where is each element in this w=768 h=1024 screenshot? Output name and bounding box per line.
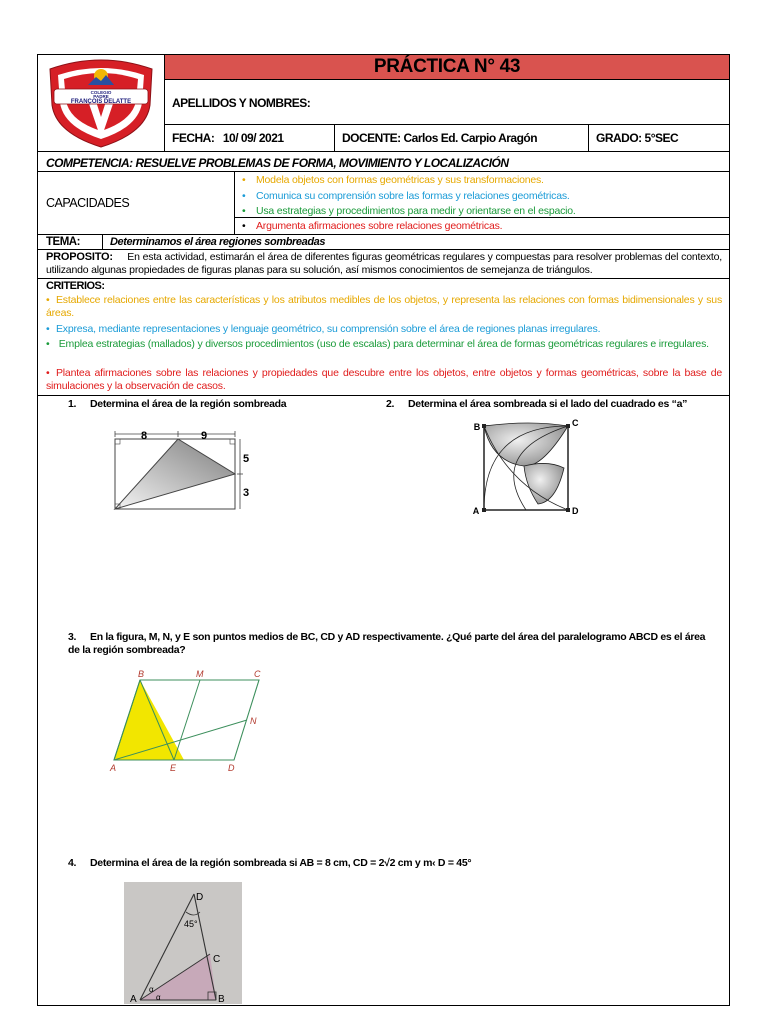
date-field <box>172 131 284 145</box>
divider <box>38 249 729 250</box>
capacidades-label: CAPACIDADES <box>46 196 130 210</box>
divider <box>588 124 589 151</box>
fig4-label-B: B <box>218 994 225 1004</box>
fig4-label-alpha1: α <box>149 985 154 994</box>
tema-label: TEMA: <box>46 236 80 248</box>
capacidad-item: • Usa estrategias y procedimientos para medir y orientarse en el espacio. <box>242 205 576 217</box>
page-title-text: PRÁCTICA N° 43 <box>373 56 521 77</box>
fig3-label-N: N <box>250 716 257 726</box>
fig2-label-A: A <box>472 506 480 516</box>
fig1-label-3: 3 <box>242 487 250 499</box>
fig4-label-C: C <box>213 954 221 965</box>
divider <box>38 278 729 279</box>
criterio-item: • Expresa, mediante representaciones y lenguaje geométrico, su comprensión sobre el área de regiones planas irregulares. <box>46 323 601 335</box>
figure-2 <box>468 416 580 521</box>
divider <box>164 55 165 152</box>
figure-4 <box>124 882 242 1009</box>
divider <box>234 217 729 218</box>
names-label: APELLIDOS Y NOMBRES: <box>172 96 311 110</box>
teacher-field <box>342 131 537 145</box>
fig3-label-M: M <box>196 669 204 679</box>
fig2-label-B: B <box>473 422 481 432</box>
logo-line2: PADRE <box>93 94 109 99</box>
fig4-label-45: 45° <box>184 919 198 929</box>
question-3: 3. En la figura, M, N, y E son puntos medios de BC, CD y AD respectivamente. ¿Qué parte del área del paralelogramo ABCD es el área de la región sombreada? <box>68 631 706 656</box>
fig4-label-alpha2: α <box>156 993 161 1002</box>
fig2-label-C: C <box>572 418 579 428</box>
fig3-label-B: B <box>138 669 145 679</box>
divider <box>164 124 729 125</box>
fig1-label-9: 9 <box>200 430 208 442</box>
question-4: 4. Determina el área de la región sombreada si AB = 8 cm, CD = 2√2 cm y m‹ D = 45° <box>68 857 472 869</box>
divider <box>102 234 103 249</box>
grade-value: 5°SEC <box>644 131 679 145</box>
date-value: 10/ 09/ 2021 <box>222 131 284 145</box>
fig4-label-D: D <box>196 892 204 903</box>
fig3-label-C: C <box>254 669 261 679</box>
question-1: 1. Determina el área de la región sombreada <box>68 398 287 410</box>
figure-3 <box>104 668 268 783</box>
date-label: FECHA: <box>172 131 215 145</box>
question-2: 2. Determina el área sombreada si el lado del cuadrado es “a” <box>386 398 688 410</box>
criterios-label: CRITERIOS: <box>46 280 105 292</box>
proposito-text: En esta actividad, estimarán el área de diferentes figuras geométricas regulares y compuestas para resolver problemas del contexto, utilizando algunas propiedades de figuras planas para su solución, así mismos conocimientos de semejanza de triángulos. <box>46 251 722 276</box>
criterio-item: • Establece relaciones entre las características y los atributos medibles de los objetos, y representa las relaciones con formas bidimensionales y sus áreas. <box>46 294 722 319</box>
fig2-label-D: D <box>572 506 579 516</box>
fig1-label-8: 8 <box>140 430 148 442</box>
grade-field <box>596 131 678 145</box>
divider <box>38 234 729 235</box>
divider <box>234 171 235 234</box>
capacidad-item: • Modela objetos con formas geométricas y sus transformaciones. <box>242 174 544 186</box>
fig3-label-D: D <box>228 763 235 773</box>
logo-line1: COLEGIO <box>90 90 112 95</box>
fig1-label-5: 5 <box>242 453 250 465</box>
page-title <box>165 55 729 80</box>
teacher-value: Carlos Ed. Carpio Aragón <box>403 131 538 145</box>
logo-line3: FRANÇOIS DELATTE <box>70 99 132 105</box>
fig4-label-A: A <box>130 994 137 1004</box>
figure-1 <box>110 426 250 519</box>
proposito <box>46 251 722 277</box>
school-logo <box>38 55 164 151</box>
criterio-item: • Plantea afirmaciones sobre las relaciones y propiedades que descubre entre los objetos, entre objetos y formas geométricas, sobre la base de simulaciones y la observación de casos. <box>46 367 722 392</box>
tema-value: Determinamos el área regiones sombreadas <box>110 236 326 248</box>
proposito-label: PROPOSITO: <box>46 251 113 263</box>
capacidad-item: • Argumenta afirmaciones sobre relaciones geométricas. <box>242 220 503 232</box>
criterio-item: • Emplea estrategias (mallados) y diversos procedimientos (uso de escalas) para determinar el área de formas geométricas regulares e irregulares. <box>46 338 709 350</box>
fig3-label-A: A <box>110 763 117 773</box>
teacher-label: DOCENTE: <box>342 131 401 145</box>
fig3-label-E: E <box>170 763 177 773</box>
divider <box>38 171 729 172</box>
divider <box>38 395 729 396</box>
competencia: COMPETENCIA: RESUELVE PROBLEMAS DE FORMA, MOVIMIENTO Y LOCALIZACIÓN <box>46 156 509 170</box>
grade-label: GRADO: <box>596 131 642 145</box>
capacidad-item: • Comunica su comprensión sobre las formas y relaciones geométricas. <box>242 190 570 202</box>
divider <box>334 124 335 151</box>
divider <box>38 151 729 152</box>
